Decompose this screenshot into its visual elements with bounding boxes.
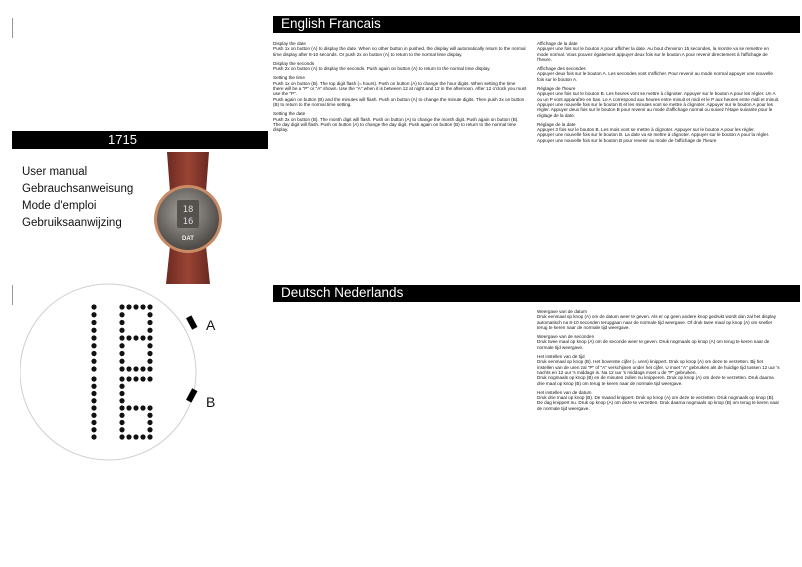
dial-top-digit-1-dot bbox=[91, 359, 96, 364]
nl-section-date: Weergave van de datum Druk eenmaal op knop (A) om de datum weer te geven. Als er op geen andere knop gedrukt wordt dan zal het display automatisch na 8-10 seconden teruggaan naar de normale tijd weergave. Of druk twee maal op knop (A) om sneller terug te keren naar de normale tijd weergave. bbox=[537, 309, 777, 330]
fr-section-set-date: Réglage de la date Appuyer 3 fois sur le bouton B. Les mois vont se mettre à clignoter. Appuyer sur le bouton A pour les régler. Appuyer une nouvelle fois sur le bouton B. La date va se mettre à clignoter. Appuyer sur le bouton A pour la régler. Appuyer une nouvelle fois sur le bouton B pour revenir au mode de l'affichage de l'heure bbox=[537, 121, 770, 143]
dial-bottom-digit-2-dot bbox=[147, 405, 152, 410]
button-a-marker bbox=[186, 315, 197, 329]
dial-bottom-digit-1-dot bbox=[91, 398, 96, 403]
dial-bottom-digit-1-dot bbox=[91, 427, 96, 432]
dial-bottom-digit-2-dot bbox=[133, 405, 138, 410]
header-german-dutch-label: Deutsch Nederlands bbox=[281, 285, 404, 300]
dial-bottom-digit-2-dot bbox=[147, 413, 152, 418]
nl-section-time: Het instellen van de tijd Druk eenmaal op knop (B). Het bovenste cijfer (= uren) knippert. Druk op knop (A) om deze te verzetten. Bij het instellen van de uren zal "P" of "A" verschijnen onder het cijfer. U moet "A" gebruiken als de huidige tijd tussen 12 uur 's nachts en 12 uur 's middags is. Na 12 uur 's middags moet u de "P" gebruiken. Druk nogmaals op knop (B) en de minuten zullen nu knipperen. Druk op knop (A) om deze te verzetten. Druk daarna drie maal op knop (B) om terug te keren naar de normale tijd weergave. bbox=[537, 354, 780, 386]
watch-dial-diagram bbox=[20, 283, 220, 463]
dial-top-digit-2-dot bbox=[126, 366, 131, 371]
header-german-dutch bbox=[273, 285, 800, 302]
dial-top-digit-1-dot bbox=[91, 343, 96, 348]
dial-top-digit-2-dot bbox=[147, 359, 152, 364]
dial-bottom-digit-1-dot bbox=[91, 405, 96, 410]
english-instructions bbox=[273, 41, 527, 136]
dial-bottom-digit-2-dot bbox=[147, 376, 152, 381]
model-number-bar bbox=[12, 131, 268, 149]
dial-top-digit-2-dot bbox=[140, 304, 145, 309]
dial-top-digit-1-dot bbox=[91, 320, 96, 325]
dial-bottom-digit-2-dot bbox=[140, 376, 145, 381]
dial-bottom-digit-1-dot bbox=[91, 391, 96, 396]
dial-bottom-digit-2-dot bbox=[126, 405, 131, 410]
dial-bottom-digit-2-dot bbox=[119, 384, 124, 389]
dial-top-digit-2-dot bbox=[119, 328, 124, 333]
dial-top-digit-2-dot bbox=[147, 351, 152, 356]
dial-top-digit-1-dot bbox=[91, 335, 96, 340]
dial-top-digit-2-dot bbox=[147, 304, 152, 309]
crop-mark-top-left bbox=[12, 18, 13, 38]
dial-bottom-digit-2-dot bbox=[133, 376, 138, 381]
dial-bottom-digit-2-dot bbox=[119, 376, 124, 381]
title-dutch: Gebruiksaanwijzing bbox=[22, 217, 122, 229]
dial-top-digit-2-dot bbox=[133, 366, 138, 371]
dial-bottom-digit-2-dot bbox=[126, 376, 131, 381]
title-english: User manual bbox=[22, 166, 88, 178]
dial-top-digit-2-dot bbox=[119, 359, 124, 364]
header-english-french-label: English Francais bbox=[281, 16, 381, 31]
dial-top-digit-2-dot bbox=[119, 366, 124, 371]
dial-top-digit-2-dot bbox=[126, 304, 131, 309]
en-section-seconds: Display the seconds Push 2x on button (A) to display the seconds. Push again on button (A) to return to the normal time display. bbox=[273, 60, 491, 72]
dial-bottom-digit-2-dot bbox=[140, 434, 145, 439]
dial-top-digit-1-dot bbox=[91, 304, 96, 309]
dial-top-digit-2-dot bbox=[119, 335, 124, 340]
dial-bottom-digit-2-dot bbox=[119, 434, 124, 439]
dial-bottom-digit-2-dot bbox=[119, 427, 124, 432]
svg-text:16: 16 bbox=[182, 217, 194, 227]
dial-bottom-digit-2-dot bbox=[119, 405, 124, 410]
dial-bottom-digit-2-dot bbox=[147, 420, 152, 425]
header-english-french bbox=[273, 16, 800, 33]
watch-logo: DAT bbox=[182, 236, 194, 242]
nl-section-seconds: Weergave van de seconden Druk twee maal op knop (A) om de seconde weer te geven. Druk nogmaals op knop (A) om terug te keren naar de normale tijd weergave. bbox=[537, 334, 770, 350]
dial-bottom-digit-2-dot bbox=[119, 420, 124, 425]
dial-top-digit-2-dot bbox=[119, 343, 124, 348]
title-german: Gebrauchsanweisung bbox=[22, 183, 134, 195]
fr-section-seconds: Affichage des secondes Appuyer deux fois sur le bouton A. Les secondes vont s'afficher. Pour revenir au mode normal appuyer une nouvelle fois sur le bouton A. bbox=[537, 66, 773, 82]
dial-bottom-digit-1-dot bbox=[91, 413, 96, 418]
dial-bottom-digit-2-dot bbox=[133, 434, 138, 439]
french-instructions bbox=[537, 41, 781, 147]
title-french: Mode d'emploi bbox=[22, 200, 97, 212]
dial-top-digit-2-dot bbox=[147, 328, 152, 333]
button-b-label: B bbox=[206, 394, 216, 410]
dial-top-digit-2-dot bbox=[140, 335, 145, 340]
en-section-date: Display the date Push 1x on button (A) to display the date. When no other button in pushed, the display will automatically return to the normal time display after 8-10 seconds. Or push 2x on button (A) to return to the normal time display. bbox=[273, 41, 526, 57]
dial-bottom-digit-1-dot bbox=[91, 384, 96, 389]
dial-top-digit-2-dot bbox=[119, 320, 124, 325]
nl-section-set-date: Het instellen van de datum Druk drie maal op knop (B). De maand knippert. Druk op knop (A) om deze te verzetten. Druk nogmaals op knop (B). De dag knippert nu. Druk op knop (A) om deze te verzetten. Druk daarna nogmaals op knop (B) om terug te keren naar de normale tijd weergave. bbox=[537, 389, 780, 411]
en-section-time: Setting the time Push 1x on button (B). The top digit flash (= hours). Push on button (A) to change the hour digits. When setting the time there will be a "P" or "A" shown. Use the "A" when it is between 12 at night and 12 in the afternoon. After 12 o'clock you must use the "P". Push again on button (B) and the minutes will flash. Push on button (A) to change the minute digits. Then push 3x on button (B) to return to the normal time setting. bbox=[273, 75, 527, 107]
dial-bottom-digit-1-dot bbox=[91, 420, 96, 425]
dial-top-digit-2-dot bbox=[147, 343, 152, 348]
dial-top-digit-1-dot bbox=[91, 328, 96, 333]
crop-mark-mid-left bbox=[12, 285, 13, 305]
dial-bottom-digit-2-dot bbox=[126, 434, 131, 439]
dial-bottom-digit-2-dot bbox=[140, 405, 145, 410]
model-number: 1715 bbox=[108, 132, 137, 147]
dial-top-digit-2-dot bbox=[147, 312, 152, 317]
dial-top-digit-1-dot bbox=[91, 366, 96, 371]
dial-top-digit-2-dot bbox=[147, 335, 152, 340]
dial-bottom-digit-1-dot bbox=[91, 376, 96, 381]
dial-bottom-digit-2-dot bbox=[147, 427, 152, 432]
fr-section-date: Affichage de la date Appuyer une fois sur le bouton A pour afficher la date. Au bout d'environ 15 secondes, la montre va se remettre en mode normal. Vous pouvez également appuyer deux fois sur le bouton A pour revenir directement à l'affichage de l'heure. bbox=[537, 41, 769, 62]
dial-top-digit-2-dot bbox=[119, 304, 124, 309]
svg-text:18: 18 bbox=[182, 205, 194, 215]
dial-top-digit-2-dot bbox=[119, 351, 124, 356]
en-section-set-date: Setting the date Push 3x on button (B). The month digit will flash. Push on button (A) to change the month digit. Push again on button (B). The day digit will flash. Push on button (A) to change the day digit. Push again on button (B) to return to the normal time display. bbox=[273, 111, 519, 133]
dutch-instructions bbox=[537, 309, 781, 415]
dial-top-digit-2-dot bbox=[119, 312, 124, 317]
dial-top-digit-2-dot bbox=[147, 320, 152, 325]
dial-top-digit-2-dot bbox=[147, 366, 152, 371]
watch-product-image bbox=[150, 152, 226, 284]
dial-top-digit-2-dot bbox=[133, 335, 138, 340]
dial-top-digit-2-dot bbox=[133, 304, 138, 309]
button-b-marker bbox=[186, 388, 197, 402]
dial-top-digit-1-dot bbox=[91, 351, 96, 356]
dial-bottom-digit-2-dot bbox=[147, 434, 152, 439]
dial-top-digit-2-dot bbox=[140, 366, 145, 371]
dial-top-digit-1-dot bbox=[91, 312, 96, 317]
fr-section-time: Réglage de l'heure Appuyer une fois sur le bouton B. Les heures vont se mettre à clignoter. Appuyer sur le bouton A pour les régler. Un A ou un P vont apparaître en bas. Le A correspond aux heures entre minuit et midi et le P aux heures entre midi et minuit. Appuyer une nouvelle fois sur le bouton B et les minutes vont se mettre à clignoter. Appuyer sur le bouton A pour les régler. Appuyer deux fois sur le bouton B pour revenir au mode d'affichage normal ou suivez l'étape suivante pour le réglage de la date. bbox=[537, 86, 780, 118]
dial-bottom-digit-1-dot bbox=[91, 434, 96, 439]
dial-bottom-digit-2-dot bbox=[119, 413, 124, 418]
button-a-label: A bbox=[206, 317, 216, 333]
dial-bottom-digit-2-dot bbox=[119, 391, 124, 396]
dial-top-digit-2-dot bbox=[126, 335, 131, 340]
dial-bottom-digit-2-dot bbox=[119, 398, 124, 403]
